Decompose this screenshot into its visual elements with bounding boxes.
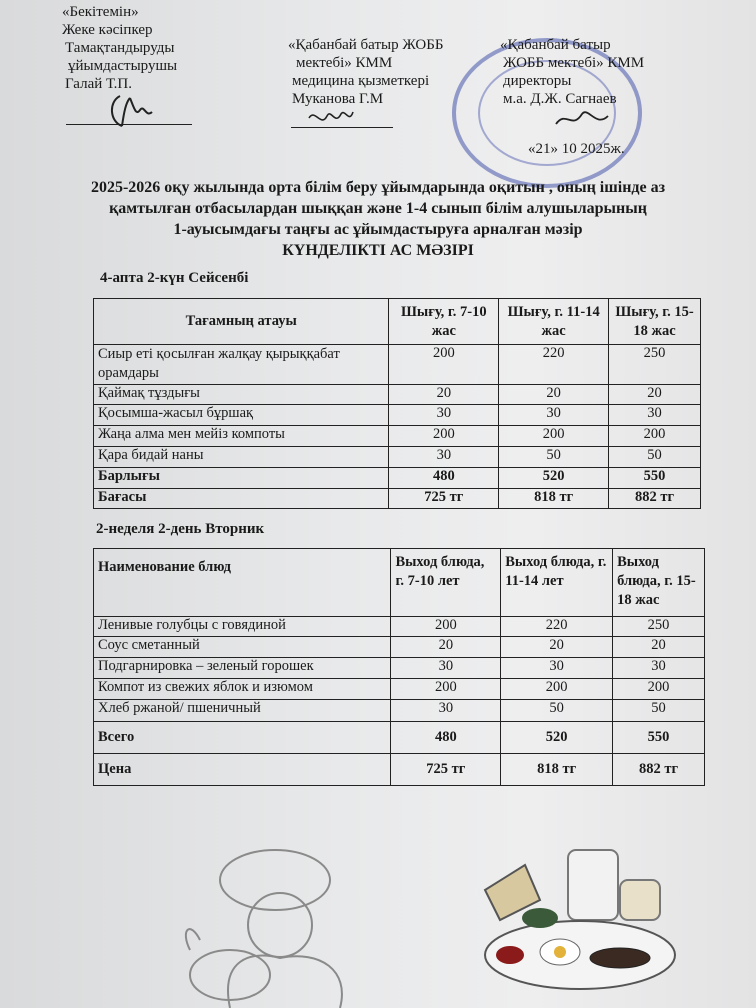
portion-value: 30: [389, 447, 499, 468]
column-header: Тағамның атауы: [94, 299, 389, 345]
column-header-text: Выход блюда, г. 15-18 жас: [617, 554, 696, 608]
column-header: Наименование блюд: [94, 549, 391, 617]
table-row: [94, 658, 705, 679]
approval-middle-line: мектебі» КММ: [296, 55, 393, 71]
approval-right-line: «Қабанбай батыр: [500, 37, 611, 53]
portion-value: 20: [391, 637, 501, 658]
dish-name: Соус сметанный: [94, 637, 391, 658]
portion-value: 30: [609, 405, 701, 426]
price-value: 818 тг: [499, 489, 609, 509]
total-value: 550: [613, 722, 705, 754]
column-header: [499, 299, 609, 345]
table-row: [94, 447, 701, 468]
table-row: [94, 345, 701, 385]
portion-value: 30: [499, 405, 609, 426]
price-value: 725 тг: [391, 754, 501, 786]
column-header-text: Шығу, г. 11-14 жас: [507, 304, 600, 339]
ru-section-subtitle: 2-неделя 2-день Вторник: [96, 521, 265, 537]
price-label: Цена: [94, 754, 391, 786]
title-line: 2025-2026 оқу жылында орта білім беру ұйымдарында оқитын , оның ішінде аз: [90, 179, 666, 196]
dish-name: Хлеб ржаной/ пшеничный: [94, 700, 391, 722]
approval-right-line: ЖОББ мектебі» КММ: [503, 55, 645, 71]
total-value: 520: [501, 722, 613, 754]
portion-value: 20: [609, 385, 701, 405]
title-line: қамтылған отбасылардан шыққан және 1-4 сынып білім алушыларының: [109, 200, 647, 217]
portion-value: 220: [501, 617, 613, 637]
portion-value: 250: [613, 617, 705, 637]
column-header: [501, 549, 613, 617]
breakfast-illustration: [480, 840, 680, 990]
column-header-text: Шығу, г. 7-10 жас: [400, 304, 487, 339]
approval-middle-line: медицина қызметкері: [292, 73, 430, 89]
table-row: [94, 385, 701, 405]
total-value: 520: [499, 468, 609, 489]
price-row: [94, 754, 705, 786]
dish-name: Жаңа алма мен мейіз компоты: [94, 426, 389, 447]
portion-value: 50: [609, 447, 701, 468]
approval-left: [62, 3, 177, 93]
portion-value: 50: [499, 447, 609, 468]
portion-value: 200: [391, 617, 501, 637]
portion-value: 30: [391, 700, 501, 722]
column-header: [391, 549, 501, 617]
column-header-text: Шығу, г. 15-18 жас: [615, 304, 694, 339]
portion-value: 30: [391, 658, 501, 679]
total-value: 480: [389, 468, 499, 489]
portion-value: 200: [389, 426, 499, 447]
portion-value: 220: [499, 345, 609, 385]
approval-left-line: ұйымдастырушы: [68, 58, 178, 74]
price-value: 725 тг: [389, 489, 499, 509]
total-label: Барлығы: [94, 468, 389, 489]
approval-left-line: Галай Т.П.: [65, 76, 133, 92]
total-value: 480: [391, 722, 501, 754]
dish-name: Қара бидай наны: [94, 447, 389, 468]
portion-value: 30: [389, 405, 499, 426]
price-value: 882 тг: [613, 754, 705, 786]
portion-value: 200: [613, 679, 705, 700]
approval-right-line: м.а. Д.Ж. Сагнаев: [503, 91, 617, 107]
signature-right: [552, 104, 612, 139]
column-header: [609, 299, 701, 345]
portion-value: 20: [501, 637, 613, 658]
portion-value: 30: [501, 658, 613, 679]
table-row: [94, 405, 701, 426]
menu-title: [0, 177, 756, 261]
portion-value: 250: [609, 345, 701, 385]
table-header-row: [94, 549, 705, 617]
portion-value: 200: [501, 679, 613, 700]
total-row: [94, 468, 701, 489]
portion-value: 20: [499, 385, 609, 405]
portion-value: 200: [391, 679, 501, 700]
signature-right-mark: [552, 104, 612, 134]
signature-middle: [305, 104, 355, 137]
table-row: [94, 426, 701, 447]
ru-menu-table: [93, 548, 705, 786]
total-value: 550: [609, 468, 701, 489]
signature-left: [100, 92, 160, 139]
table-row: [94, 700, 705, 722]
price-label: Бағасы: [94, 489, 389, 509]
signature-left-mark: [100, 92, 160, 134]
portion-value: 20: [389, 385, 499, 405]
column-header-text: Выход блюда, г. 11-14 лет: [505, 554, 607, 589]
dish-name: Подгарнировка – зеленый горошек: [94, 658, 391, 679]
table-row: [94, 679, 705, 700]
approval-left-line: «Бекітемін»: [62, 4, 139, 20]
kz-menu-table: [93, 298, 701, 509]
table-row: [94, 637, 705, 658]
approval-middle-line: «Қабанбай батыр ЖОББ: [288, 37, 444, 53]
approval-left-line: Жеке кәсіпкер: [62, 22, 153, 38]
dish-name: Қосымша-жасыл бұршақ: [94, 405, 389, 426]
dish-name: Қаймақ тұздығы: [94, 385, 389, 405]
title-line: 1-ауысымдағы таңғы ас ұйымдастыруға арналған мәзір: [173, 221, 583, 238]
dish-name: Ленивые голубцы с говядиной: [94, 617, 391, 637]
table-header-row: [94, 299, 701, 345]
portion-value: 200: [609, 426, 701, 447]
total-row: [94, 722, 705, 754]
approval-right: [500, 36, 644, 108]
column-header: [613, 549, 705, 617]
title-line: КҮНДЕЛІКТІ АС МӘЗІРІ: [282, 242, 474, 259]
approval-middle: [288, 36, 443, 108]
portion-value: 30: [613, 658, 705, 679]
dish-name: Компот из свежих яблок и изюмом: [94, 679, 391, 700]
portion-value: 50: [501, 700, 613, 722]
signature-middle-mark: [305, 104, 355, 132]
total-label: Всего: [94, 722, 391, 754]
price-value: 882 тг: [609, 489, 701, 509]
portion-value: 50: [613, 700, 705, 722]
approval-right-line: директоры: [503, 73, 572, 89]
portion-value: 200: [389, 345, 499, 385]
price-row: [94, 489, 701, 509]
chef-illustration: [160, 840, 390, 1008]
column-header-text: Выход блюда, г. 7-10 лет: [395, 554, 485, 589]
kz-section-subtitle: 4-апта 2-күн Сейсенбі: [100, 270, 249, 286]
column-header: [389, 299, 499, 345]
approval-date: «21» 10 2025ж.: [528, 141, 625, 157]
approval-left-line: Тамақтандыруды: [65, 40, 175, 56]
dish-name: Сиыр еті қосылған жалқау қырыққабат орамдары: [94, 345, 389, 385]
price-value: 818 тг: [501, 754, 613, 786]
portion-value: 20: [613, 637, 705, 658]
table-row: [94, 617, 705, 637]
portion-value: 200: [499, 426, 609, 447]
approval-middle-line: Муканова Г.М: [292, 91, 384, 107]
